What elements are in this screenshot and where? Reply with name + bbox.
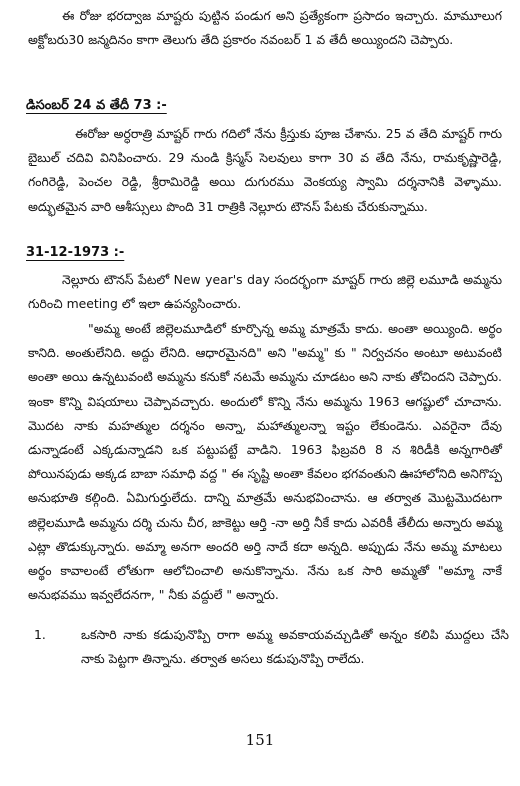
section-heading-31-12-1973: 31-12-1973 :- — [26, 245, 125, 260]
page-number: 151 — [245, 731, 275, 749]
paragraph-1: ఈ రోజు భరద్వాజ మాష్టరు పుట్టిన పండుగ అని ప్రత్యేకంగా ప్రసాదం ఇచ్చారు. మామూలుగ అక్టోబరు30 జన్మదినం కాగా తెలుగు తేది ప్రకారం నవంబర్ 1 వ తేదీ అయ్యిందని చెప్పారు. — [28, 8, 502, 48]
paragraph-4: "అమ్మ అంటే జిల్లెలమూడిలో కూర్చొన్న అమ్మ మాత్రమే కాదు. అంతా అయ్యింది. అర్థం కానిది. అంతులేనిది. అద్దు లేనిది. ఆధారమైనది" అని "అమ్మ" కు " నిర్వచనం అంటూ అటువంటి అంతా అయి ఉన్నటువంటి అమ్మను కనుకో నటమే అమ్మను చూడటం అని నాకు తోచిందని చెప్పారు. ఇంకా కొన్ని విషయాలు చెప్పావచ్చారు. అందులో కొన్ని నేను అమ్మను 1963 ఆగష్టులో చూచాను. మొదట నాకు మహత్ముల దర్శనం అన్నా, మహాత్ములన్నా ఇష్టం లేకుండెను. ఎవరైనా దేవు డున్నాడంటే ఎక్కడున్నాడని ఒక పట్టుపట్టే వాడిని. 1963 ఫిబ్రవరి 8 న శిరిడీకి అన్నగారితో పోయినపుడు అక్కడ బాబా సమాధి వద్ద " ఈ సృష్టి అంతా కేవలం భగవంతుని ఊహాలోనిది అనిగొప్ప అనుభూతి కల్గింది. ఏమిగుర్తులేదు. దాన్ని మాత్రమే అనుభవించాను. ఆ తర్వాత మొట్టమొదటగా జిల్లెలమూడి అమ్మను దర్శి చును చీర, జాకెట్టు ఆర్తి -నా అర్తి నీకే కాదు ఎవరికీ తేలీదు అన్నారు అమ్మ ఎట్లా తొడుక్కున్నారు. అమ్మా అనగా అందరి అర్తి నాదే కదా అన్నది. అప్పుడు నేను అమ్మ మాటలు అర్థం కావాలంటే లోతుగా ఆలోచించాలి అనుకొన్నాను. నేను ఒక సారి అమ్మతో "అమ్మా నాకే అనుభవము ఇవ్వలేదనగా, " నీకు వద్దులే " అన్నారు. — [28, 321, 502, 603]
list-number: 1. — [34, 627, 46, 642]
list-item-1 — [34, 623, 509, 673]
section-heading-dec-24: డిసంబర్ 24 వ తేదీ 73 :- — [26, 98, 167, 113]
paragraph-3: నెల్లూరు టౌనస్ పేటలో New year's day సందర్భంగా మాష్టర్ గారు జిల్లె లమూడి అమ్మను గురించి meeting లో ఇలా ఉపన్యసించారు. — [28, 272, 502, 312]
list-item-text: ఒకసారి నాకు కడుపునొప్పి రాగా అమ్మ అవకాయవచ్చుడితో అన్నం కలిపి ముద్దలు చేసి నాకు పెట్టగా తిన్నాను. తర్వాత అసలు కడుపునొప్పి రాలేదు. — [81, 627, 509, 667]
paragraph-2: ఈరోజు అర్ధరాత్రి మాష్టర్ గారు గదిలో నేను క్రీస్తుకు పూజ చేశాను. 25 వ తేది మాష్టర్ గారు బైబుల్ చదివి వినిపించారు. 29 నుండి క్రిస్మస్ సెలవులు కాగా 30 వ తేది నేను, రామకృష్ణారెడ్డి, గంగిరెడ్డి, పెంచల రెడ్డి, శ్రీరామిరెడ్డి అయి దుగురము వెంకయ్య స్వామి దర్శనానికి వెళ్ళాము. అద్భుతమైన వారి ఆశీస్సులు పొంది 31 రాత్రికి నెల్లూరు టౌనస్ పేటకు చేరుకున్నాము. — [28, 126, 502, 214]
